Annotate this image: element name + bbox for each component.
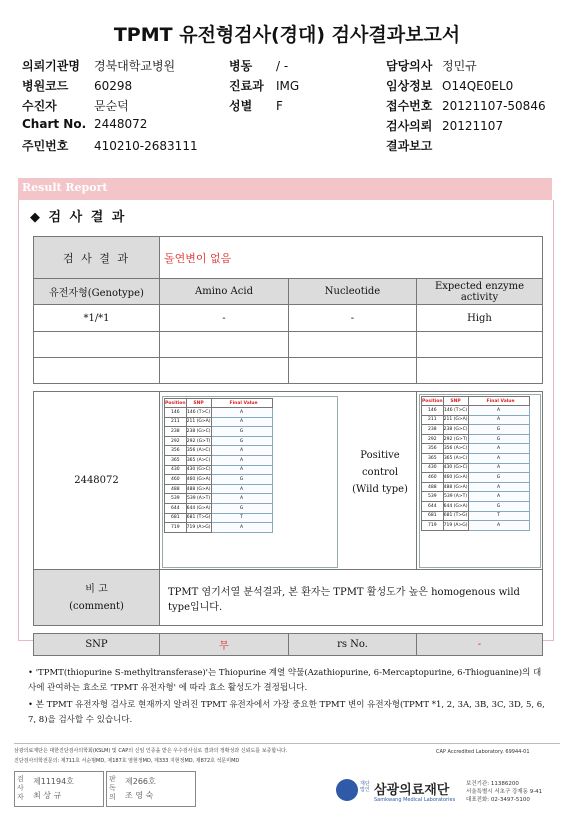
note-text: 본 TPMT 유전자형 검사로 현재까지 알려진 TPMT 유전자에서 가장 중요한 TPMT 변이 유전자형(TPMT *1, 2, 3A, 3B, 3C, 3D, 5, 6, 7, 8)을 검사할 수 있습니다. (28, 700, 545, 725)
header-value: 60298 (94, 79, 133, 93)
header-label: 성별 (229, 99, 253, 113)
mini-row (165, 446, 273, 456)
mini-final-value: G (211, 475, 272, 485)
mini-final-value: A (211, 484, 272, 494)
header-row (22, 77, 222, 97)
mini-row (422, 406, 530, 416)
header-row (386, 137, 571, 157)
mini-row (165, 484, 273, 494)
contact-line: 대표전화: 02-3497-5100 (466, 797, 530, 803)
comment-label-line: 비 고 (85, 583, 108, 595)
header-value: 20121107-50846 (442, 99, 546, 113)
mini-row (422, 453, 530, 463)
mini-snp: 146 (T>C) (186, 408, 211, 418)
mini-position: 430 (165, 465, 187, 475)
mini-row (165, 523, 273, 533)
contact-info (466, 780, 542, 804)
mini-row (422, 501, 530, 511)
mini-header-cell: SNP (443, 397, 468, 406)
logo-name: 삼광의료재단 (374, 783, 450, 798)
header-row (386, 77, 571, 97)
mini-final-value: A (468, 415, 529, 425)
logo-icon (336, 779, 358, 801)
column-header: Nucleotide (289, 279, 417, 305)
header-value: 문순덕 (94, 99, 129, 113)
mini-header-cell: SNP (186, 399, 211, 408)
mini-header-cell: Final Value (468, 397, 529, 406)
snp-row (34, 634, 543, 656)
genotype-row (34, 305, 543, 332)
footer-line: 삼광의료재단은 대한진단검사의학회(KSLM) 및 CAP의 신임 인증을 받은 우수검사실로 결과의 정확성과 신뢰도를 보증합니다. (14, 748, 288, 754)
mini-row (422, 415, 530, 425)
mini-snp: 460 (G>A) (186, 475, 211, 485)
cap-text: CAP Accredited Laboratory. 69944-01 (436, 749, 530, 755)
mini-position: 292 (422, 434, 444, 444)
mini-final-value: A (211, 465, 272, 475)
spacer-row (34, 384, 543, 392)
stamp-side-label: 검사자 (17, 775, 24, 801)
stamp-name: 최 상 규 (33, 791, 62, 800)
mini-snp: 365 (A>C) (186, 455, 211, 465)
header-label: Chart No. (22, 117, 87, 131)
stamp-number: 제266호 (125, 777, 156, 786)
mini-snp: 719 (A>G) (443, 521, 468, 531)
mini-row (422, 444, 530, 454)
empty-cell (160, 358, 289, 384)
stamp-number: 제11194호 (33, 777, 74, 786)
header-value: 경북대학교병원 (94, 59, 176, 73)
mini-snp: 539 (A>T) (186, 494, 211, 504)
mini-row (165, 494, 273, 504)
sequence-mini-table (164, 398, 273, 533)
empty-cell (160, 332, 289, 358)
mini-row (422, 492, 530, 502)
header-label: 검사의뢰 (386, 119, 433, 133)
empty-cell (34, 358, 160, 384)
mini-snp: 292 (G>T) (186, 436, 211, 446)
mini-final-value: A (468, 453, 529, 463)
mini-row (422, 463, 530, 473)
mini-position: 292 (165, 436, 187, 446)
sequence-mini-table (421, 396, 530, 531)
mini-position: 539 (165, 494, 187, 504)
mini-position: 488 (165, 484, 187, 494)
rs-value: - (417, 634, 543, 656)
mini-final-value: G (468, 425, 529, 435)
note-text: 'TPMT(thiopurine S-methyltransferase)'는 Thiopurine 계열 약물(Azathiopurine, 6-Mercaptopurine, 6-Thioguanine)의 대사에 관여하는 효소로 'TPMT 유전자형' 에 따라 효소 활성도가 결정됩니다. (28, 668, 542, 693)
contact-line: 서울특별시 서초구 강재동 9-41 (466, 789, 543, 795)
mini-row (165, 427, 273, 437)
header-row (22, 57, 222, 77)
mini-header-cell: Final Value (211, 399, 272, 408)
mini-snp: 681 (T>G) (443, 511, 468, 521)
mini-row (422, 473, 530, 483)
column-header: Expected enzyme activity (417, 279, 543, 305)
result-row (34, 237, 543, 279)
mini-snp: 211 (G>A) (186, 417, 211, 427)
header-label: 병원코드 (22, 79, 69, 93)
header-right (386, 57, 571, 157)
header-value: 20121107 (442, 119, 504, 133)
header-label: 임상정보 (386, 79, 433, 93)
mini-row (422, 521, 530, 531)
mini-final-value: G (211, 436, 272, 446)
mini-row (422, 425, 530, 435)
mini-snp: 356 (A>C) (186, 446, 211, 456)
note-item: • 'TPMT(thiopurine S-methyltransferase)'는 Thiopurine 계열 약물(Azathiopurine, 6-Mercaptopurine, 6-Thioguanine)의 대사에 관여하는 효소로 'TPMT 유전자형' 에 따라 효소 활성도가 결정됩니다. (28, 668, 542, 693)
column-header: 유전자형(Genotype) (34, 279, 160, 305)
mini-final-value: A (211, 417, 272, 427)
mini-position: 146 (165, 408, 187, 418)
mini-header-cell: Position (165, 400, 186, 406)
empty-row (34, 332, 543, 358)
mini-position: 460 (422, 473, 444, 483)
logo-small: 재단법인 (360, 781, 370, 793)
header-row (22, 117, 222, 137)
mini-final-value: G (468, 434, 529, 444)
header-value: IMG (276, 79, 300, 93)
footer-line: 진단검사의학전문의: 제711호 서순범MD, 제187호 염현정MD, 제333 지현정MD, 제872호 석문미MD (14, 758, 240, 764)
control-label-line: Positive (360, 450, 400, 461)
header-row (229, 57, 379, 77)
mini-position: 644 (422, 501, 444, 511)
mini-row (165, 513, 273, 523)
section-title: ◆ 검 사 결 과 (30, 210, 127, 225)
stamp-name: 조 영 숙 (125, 791, 154, 800)
mini-position: 539 (422, 492, 444, 502)
mini-position: 681 (422, 511, 444, 521)
nucleotide-cell: - (289, 305, 417, 332)
header-value: O14QE0EL0 (442, 79, 514, 93)
examiner-stamp (14, 771, 104, 807)
genotype-cell: *1/*1 (34, 305, 160, 332)
notes (28, 666, 548, 730)
mini-row (165, 455, 273, 465)
mini-position: 719 (422, 521, 444, 531)
control-sequence-table (419, 394, 541, 568)
header-label: 접수번호 (386, 99, 433, 113)
mini-final-value: A (211, 523, 272, 533)
control-label (345, 447, 415, 498)
header-label: 병동 (229, 59, 253, 73)
header-value: 2448072 (94, 117, 148, 131)
mini-row (165, 408, 273, 418)
mini-final-value: G (468, 501, 529, 511)
mini-final-value: A (468, 521, 529, 531)
mini-snp: 238 (G>C) (443, 425, 468, 435)
sequence-row (34, 392, 543, 570)
result-value: 돌연변이 없음 (160, 237, 543, 279)
empty-cell (289, 332, 417, 358)
mini-final-value: G (468, 473, 529, 483)
sample-id: 2448072 (34, 392, 160, 570)
mini-final-value: A (468, 482, 529, 492)
mini-snp: 719 (A>G) (186, 523, 211, 533)
mini-position: 365 (165, 455, 187, 465)
header-row (386, 97, 571, 117)
header-value: / - (276, 59, 289, 73)
mini-row (165, 475, 273, 485)
page-title: TPMT 유전형검사(경대) 검사결과보고서 (113, 24, 461, 46)
comment-label (34, 570, 160, 626)
mini-position: 211 (165, 417, 187, 427)
report-title: Result Report (22, 181, 108, 194)
mini-snp: 430 (G>C) (186, 465, 211, 475)
amino-acid-cell: - (160, 305, 289, 332)
empty-cell (289, 358, 417, 384)
header-row (22, 97, 222, 117)
mini-snp: 211 (G>A) (443, 415, 468, 425)
header-row (386, 57, 571, 77)
sample-sequence-table (162, 396, 338, 568)
mini-position: 488 (422, 482, 444, 492)
result-label: 검 사 결 과 (34, 237, 160, 279)
column-header: Amino Acid (160, 279, 289, 305)
header-label: 의뢰기관명 (22, 59, 80, 73)
mini-final-value: A (211, 446, 272, 456)
mini-position: 681 (165, 513, 187, 523)
mini-snp: 644 (G>A) (443, 501, 468, 511)
mini-final-value: A (211, 408, 272, 418)
comment-row (34, 570, 543, 626)
header-mid (229, 57, 379, 117)
mini-position: 460 (165, 475, 187, 485)
mini-final-value: A (468, 463, 529, 473)
mini-final-value: A (468, 406, 529, 416)
mini-snp: 681 (T>G) (186, 513, 211, 523)
mini-row (165, 436, 273, 446)
mini-position: 211 (422, 415, 444, 425)
mini-position: 365 (422, 453, 444, 463)
mini-snp: 356 (A>C) (443, 444, 468, 454)
header-label: 진료과 (229, 79, 264, 93)
header-label: 주민번호 (22, 139, 69, 153)
empty-cell (417, 332, 543, 358)
header-left (22, 57, 222, 157)
footer-divider (14, 743, 560, 744)
mini-position: 719 (165, 523, 187, 533)
mini-row (165, 417, 273, 427)
mini-final-value: G (211, 503, 272, 513)
mini-position: 430 (422, 463, 444, 473)
control-sequence-cell (417, 392, 543, 570)
mini-position: 356 (165, 446, 187, 456)
mini-position: 644 (165, 503, 187, 513)
spacer-cell (34, 384, 543, 392)
mini-final-value: G (211, 427, 272, 437)
mini-row (422, 482, 530, 492)
mini-row (165, 503, 273, 513)
stamp-side-label: 판독의 (109, 775, 116, 801)
note-item: • 본 TPMT 유전자형 검사로 현재까지 알려진 TPMT 유전자에서 가장 중요한 TPMT 변이 유전자형(TPMT *1, 2, 3A, 3B, 3C, 3D, 5, 6, 7, 8)을 검사할 수 있습니다. (28, 700, 545, 725)
mini-final-value: A (468, 444, 529, 454)
mini-final-value: A (468, 492, 529, 502)
mini-snp: 430 (G>C) (443, 463, 468, 473)
mini-final-value: T (468, 511, 529, 521)
empty-row (34, 358, 543, 384)
mini-position: 238 (422, 425, 444, 435)
sample-sequence-cell (160, 392, 417, 570)
mini-row (165, 465, 273, 475)
mini-snp: 644 (G>A) (186, 503, 211, 513)
header-label: 수진자 (22, 99, 57, 113)
mini-snp: 146 (T>C) (443, 406, 468, 416)
snp-label: SNP (34, 634, 160, 656)
mini-snp: 292 (G>T) (443, 434, 468, 444)
comment-text: TPMT 염기서열 분석결과, 본 환자는 TPMT 활성도가 높은 homogenous wild type입니다. (160, 570, 543, 626)
mini-header-row (422, 397, 530, 406)
mini-position: 238 (165, 427, 187, 437)
header-value: 410210-2683111 (94, 139, 198, 153)
empty-cell (34, 332, 160, 358)
mini-position: 356 (422, 444, 444, 454)
mini-snp: 460 (G>A) (443, 473, 468, 483)
snp-value: 무 (160, 634, 289, 656)
header-value: 정민규 (442, 59, 477, 73)
mini-final-value: A (211, 455, 272, 465)
mini-position: 146 (422, 406, 444, 416)
header-label: 결과보고 (386, 139, 433, 153)
rs-label: rs No. (289, 634, 417, 656)
header-row (22, 137, 222, 157)
mini-row (422, 434, 530, 444)
comment-label-line: (comment) (69, 600, 124, 612)
mini-snp: 539 (A>T) (443, 492, 468, 502)
mini-snp: 488 (G>A) (443, 482, 468, 492)
spacer-row (34, 626, 543, 634)
mini-header-cell: Position (422, 398, 443, 404)
header-row (229, 97, 379, 117)
mini-row (422, 511, 530, 521)
header-row (229, 77, 379, 97)
spacer-cell (34, 626, 543, 634)
column-header-row (34, 279, 543, 305)
mini-final-value: T (211, 513, 272, 523)
reader-stamp (106, 771, 196, 807)
header-value: F (276, 99, 283, 113)
enzyme-activity-cell: High (417, 305, 543, 332)
control-label-line: control (361, 467, 399, 478)
header-row (386, 117, 571, 137)
control-label-line: (Wild type) (352, 484, 408, 495)
contact-line: 보건기관: 11386200 (466, 781, 519, 787)
result-table (33, 236, 543, 656)
mini-final-value: A (211, 494, 272, 504)
empty-cell (417, 358, 543, 384)
mini-header-row (165, 399, 273, 408)
mini-snp: 238 (G>C) (186, 427, 211, 437)
logo-subtitle: Samkwang Medical Laboratories (374, 797, 456, 803)
header-label: 담당의사 (386, 59, 433, 73)
mini-snp: 365 (A>C) (443, 453, 468, 463)
mini-snp: 488 (G>A) (186, 484, 211, 494)
